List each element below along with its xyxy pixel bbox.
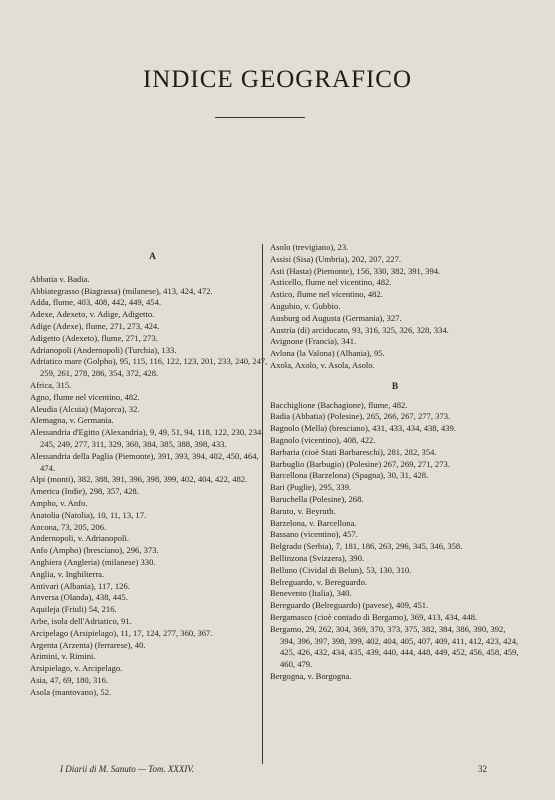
index-entry: Anatolia (Natolia), 10, 11, 13, 17. [30, 509, 147, 520]
index-entry: Arcipelago (Arsipielago), 11, 17, 124, 277, 360, 367. [30, 627, 213, 638]
index-entry: Baruto, v. Beyruth. [270, 505, 336, 516]
entry-list-left [30, 274, 275, 699]
index-entry: Abbatia v. Badia. [30, 273, 90, 284]
index-entry: Barbaria (cioè Stati Barbareschi), 281, 282, 354. [270, 446, 437, 457]
index-entry: Adda, flume, 403, 408, 442, 449, 454. [30, 297, 162, 308]
index-entry: Anghiera (Angleria) (milanese) 330. [30, 556, 156, 567]
index-entry: Aleudia (Alcuia) (Majorca), 32. [30, 403, 140, 414]
index-entry: Bari (Puglie), 295, 339. [270, 482, 352, 493]
index-entry: Asticello, flume nel vicentino, 482. [270, 277, 392, 288]
index-entry: Abbiategrasso (Biagrassa) (milanese), 413, 424, 472. [30, 285, 213, 296]
index-entry: Adige (Adexe), flume, 271, 273, 424. [30, 320, 160, 331]
index-entry: Bergamo, 29, 262, 304, 369, 370, 373, 375, 382, 384, 386, 390, 392, 394, 396, 397, 398, 399, 402, 404, 405, 407, 409, 411, 412, 423, 424, 425, 426, 432, 434, 435, 439, 440, 444, 448, 449, 452, 456, 458, 459, 460, 479. [270, 623, 519, 670]
index-entry: Anglia, v. Inghilterra. [30, 568, 105, 579]
index-entry: Asola (mantovano), 52. [30, 686, 112, 697]
index-entry: Bergogna, v. Borgogna. [270, 670, 352, 681]
index-entry: Agno, flume nel vicentino, 482. [30, 391, 140, 402]
index-entry: Alessandria d'Egitto (Alexandria), 9, 49, 51, 94, 118, 122, 230, 234, 245, 249, 277, 311, 329, 360, 384, 385, 388, 398, 433. [30, 427, 264, 449]
index-entry: Ampho, v. Anfo. [30, 497, 88, 508]
index-entry: Astico, flume nel vicentino, 482. [270, 289, 383, 300]
index-entry: Ausburg od Augusta (Germania), 327. [270, 312, 402, 323]
index-entry: Adriatico mare (Golpho), 95, 115, 116, 122, 123, 201, 233, 240, 247, 259, 261, 278, 286, 354, 372, 428. [30, 356, 268, 379]
index-entry: Adigetto (Adexeto), flume, 271, 273. [30, 332, 158, 343]
title-rule [215, 117, 305, 118]
index-entry: Augubio, v. Gubbio. [270, 300, 341, 311]
index-entry: Adrianopoli (Andernopoli) (Turchia), 133. [30, 344, 177, 355]
index-entry: Asolo (trevigiano), 23. [270, 242, 349, 252]
index-entry: Barbuglio (Barbugio) (Polesine) 267, 269, 271, 273. [270, 458, 450, 469]
index-entry: Barcellona (Barzelona) (Spagna), 30, 31, 428. [270, 470, 429, 481]
index-entry: Anfo (Ampho) (bresciano), 296, 373. [30, 545, 159, 556]
index-entry: Alessandria della Paglia (Piemonte), 391, 393, 394, 402, 450, 464, 474. [30, 450, 259, 473]
index-entry: Arbe, isola dell'Adriatico, 91. [30, 615, 132, 626]
entry-list-right-b [270, 400, 520, 683]
index-entry: Alpi (monti), 382, 388, 391, 396, 398, 399, 402, 404, 422, 482. [30, 474, 248, 485]
index-entry: Argenta (Arzenta) (ferrarese), 40. [30, 639, 146, 650]
index-entry: America (Indie), 298, 357, 428. [30, 486, 139, 497]
index-entry: Ancona, 73, 205, 206. [30, 521, 107, 532]
index-entry: Bagnolo (vicentino), 408, 422. [270, 434, 376, 445]
index-entry: Anversa (Olanda), 438, 445. [30, 592, 128, 603]
index-entry: Belgrado (Serbia), 7, 181, 186, 263, 296, 345, 346, 358. [270, 541, 463, 552]
index-entry: Bassano (vicentino), 457. [270, 529, 358, 540]
index-entry: Alemagna, v. Germania. [30, 415, 114, 426]
index-entry: Belreguardo, v. Bereguardo. [270, 576, 368, 587]
footer-citation: I Diarii di M. Sanuto — Tom. XXXIV. [60, 764, 195, 774]
index-entry: Benevento (Italia), 340. [270, 588, 352, 599]
index-entry: Baruchella (Polesine), 268. [270, 493, 364, 504]
section-letter-b: B [391, 381, 399, 392]
index-entry: Asia, 47, 69, 180, 316. [30, 674, 109, 685]
entry-list-right-a [270, 242, 520, 372]
index-entry: Asti (Hasta) (Piemonte), 156, 330, 382, 391, 394. [270, 265, 441, 276]
index-entry: Antivari (Albania), 117, 126. [30, 580, 130, 591]
index-entry: Avlona (la Valona) (Albania), 95. [270, 348, 385, 359]
index-entry: Belluno (Cividal di Belun), 53, 130, 310. [270, 564, 412, 575]
index-entry: Bagnolo (Mella) (bresciano), 431, 433, 434, 438, 439. [270, 423, 456, 434]
page-number: 32 [478, 764, 487, 774]
index-entry: Arsipielago, v. Arcipelago. [30, 663, 123, 674]
index-entry: Bellinzona (Svizzera), 390. [270, 552, 365, 563]
page-title: INDICE GEOGRAFICO [142, 66, 413, 93]
index-entry: Badia (Abbatia) (Polesine), 265, 266, 267, 277, 373. [270, 411, 451, 422]
index-entry: Bergamasco (cioè contado di Bergamo), 369, 413, 434, 448. [270, 611, 478, 622]
index-entry: Andernopoli, v. Adrianopoli. [30, 533, 129, 544]
index-entry: Austria (di) arciducato, 93, 316, 325, 326, 328, 334. [270, 324, 449, 335]
left-column [30, 250, 275, 698]
section-letter-a: A [149, 252, 156, 262]
index-entry: Bacchiglione (Bachagione), flume, 482. [270, 399, 408, 410]
index-entry: Bereguardo (Belreguardo) (pavese), 409, 451. [270, 600, 429, 611]
index-entry: Avignone (Francia), 341. [270, 336, 357, 347]
right-column [270, 242, 520, 683]
index-entry: Adexe, Adexeto, v. Adige, Adigetto. [30, 309, 155, 320]
index-entry: Aquileja (Friuli) 54, 216. [30, 604, 117, 615]
index-entry: Africa, 315. [30, 379, 72, 390]
index-entry: Axola, Axolo, v. Asola, Asolo. [270, 359, 375, 370]
index-entry: Barzelona, v. Barcellona. [270, 517, 357, 528]
index-entry: Arimini, v. Rimini. [30, 651, 96, 662]
index-entry: Assisi (Sisa) (Umbria), 202, 207, 227. [270, 253, 402, 264]
